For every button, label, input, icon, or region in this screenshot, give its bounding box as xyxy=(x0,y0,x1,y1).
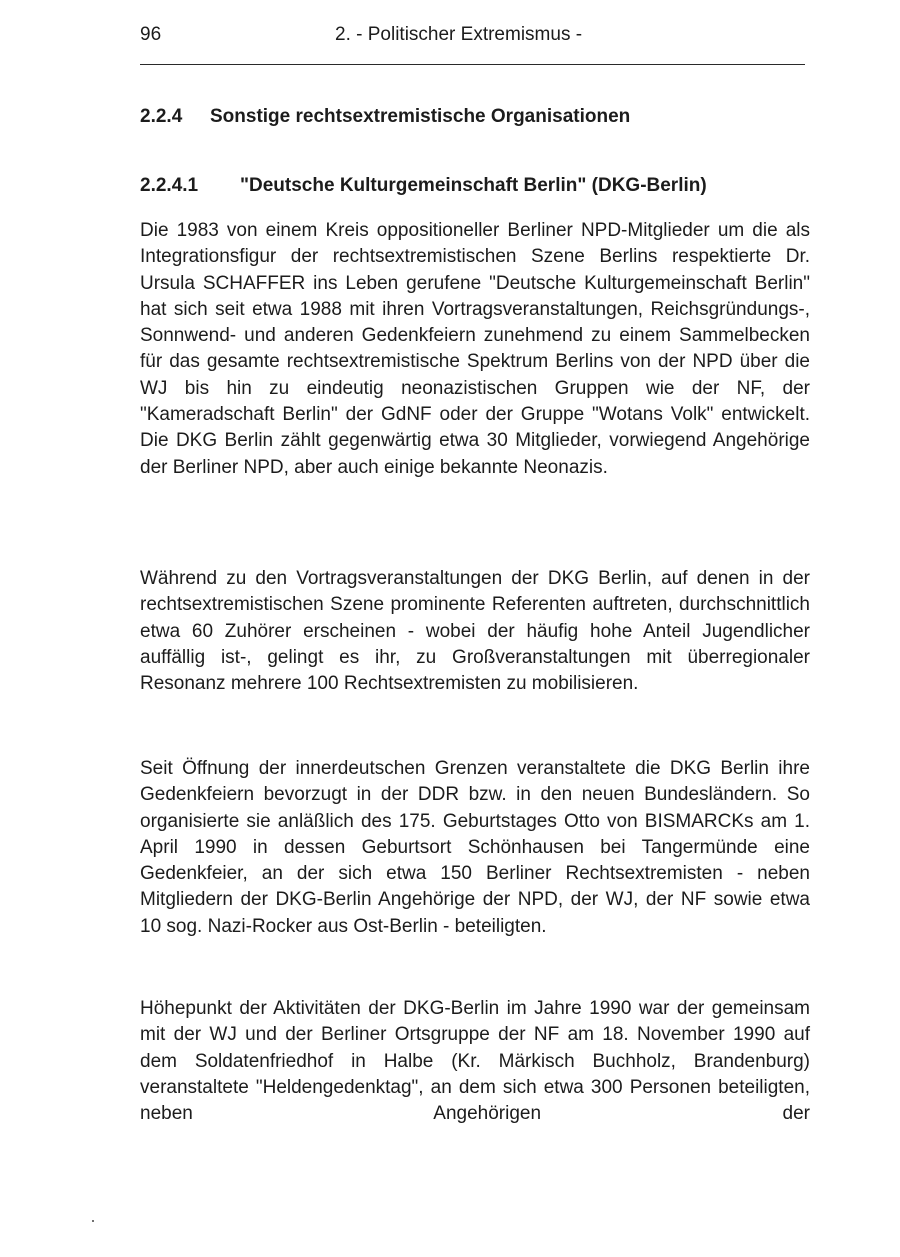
section-title: Sonstige rechtsextremistische Organisationen xyxy=(210,106,631,127)
subsection-title: "Deutsche Kulturgemeinschaft Berlin" (DKG-Berlin) xyxy=(240,175,707,196)
subsection-heading xyxy=(140,175,707,197)
header-rule xyxy=(140,64,805,65)
paragraph: Während zu den Vortragsveranstaltungen der DKG Berlin, auf denen in der rechtsextremistischen Szene prominente Referenten auftreten, durchschnittlich etwa 60 Zuhörer erscheinen - wobei der häufig hohe Anteil Jugendlicher auffällig ist-, gelingt es ihr, zu Großveranstaltungen mit überregionaler Resonanz mehrere 100 Rechtsextremisten zu mobilisieren. xyxy=(140,568,810,695)
section-number: 2.2.4 xyxy=(140,106,183,127)
running-title: 2. - Politischer Extremismus - xyxy=(335,24,583,45)
paragraph-continued: Höhepunkt der Aktivitäten der DKG-Berlin im Jahre 1990 war der gemeinsam mit der WJ und der Berliner Ortsgruppe der NF am 18. November 1990 auf dem Soldatenfriedhof in Halbe (Kr. Märkisch Buchholz, Brandenburg) veranstaltete "Heldengedenktag", an dem sich etwa 300 Personen beteiligten, neben Angehörigen der xyxy=(140,998,810,1125)
paragraph: Die 1983 von einem Kreis oppositioneller Berliner NPD-Mitglieder um die als Integrationsfigur der rechtsextremistischen Szene Berlins respektierte Dr. Ursula SCHAFFER ins Leben gerufene "Deutsche Kulturgemeinschaft Berlin" hat sich seit etwa 1988 mit ihren Vortragsveranstaltungen, Reichsgründungs-, Sonnwend- und anderen Gedenkfeiern zunehmend zu einem Sammelbecken für das gesamte rechtsextremistische Spektrum Berlins von der NPD über die WJ bis hin zu eindeutig neonazistischen Gruppen wie der NF, der "Kameradschaft Berlin" der GdNF oder der Gruppe "Wotans Volk" entwickelt. Die DKG Berlin zählt gegenwärtig etwa 30 Mitglieder, vorwiegend Angehörige der Berliner NPD, aber auch einige bekannte Neonazis. xyxy=(140,220,810,478)
page-number: 96 xyxy=(140,24,162,45)
scan-speck xyxy=(92,1220,94,1222)
subsection-number: 2.2.4.1 xyxy=(140,175,199,196)
paragraph: Seit Öffnung der innerdeutschen Grenzen veranstaltete die DKG Berlin ihre Gedenkfeiern bevorzugt in der DDR bzw. in den neuen Bundesländern. So organisierte sie anläßlich des 175. Geburtstages Otto von BISMARCKs am 1. April 1990 in dessen Geburtsort Schönhausen bei Tangermünde eine Gedenkfeier, an der sich etwa 150 Berliner Rechtsextremisten - neben Mitgliedern der DKG-Berlin Angehörige der NPD, der WJ, der NF sowie etwa 10 sog. Nazi-Rocker aus Ost-Berlin - beteiligten. xyxy=(140,758,810,937)
page-header xyxy=(140,24,805,54)
section-heading xyxy=(140,106,630,128)
